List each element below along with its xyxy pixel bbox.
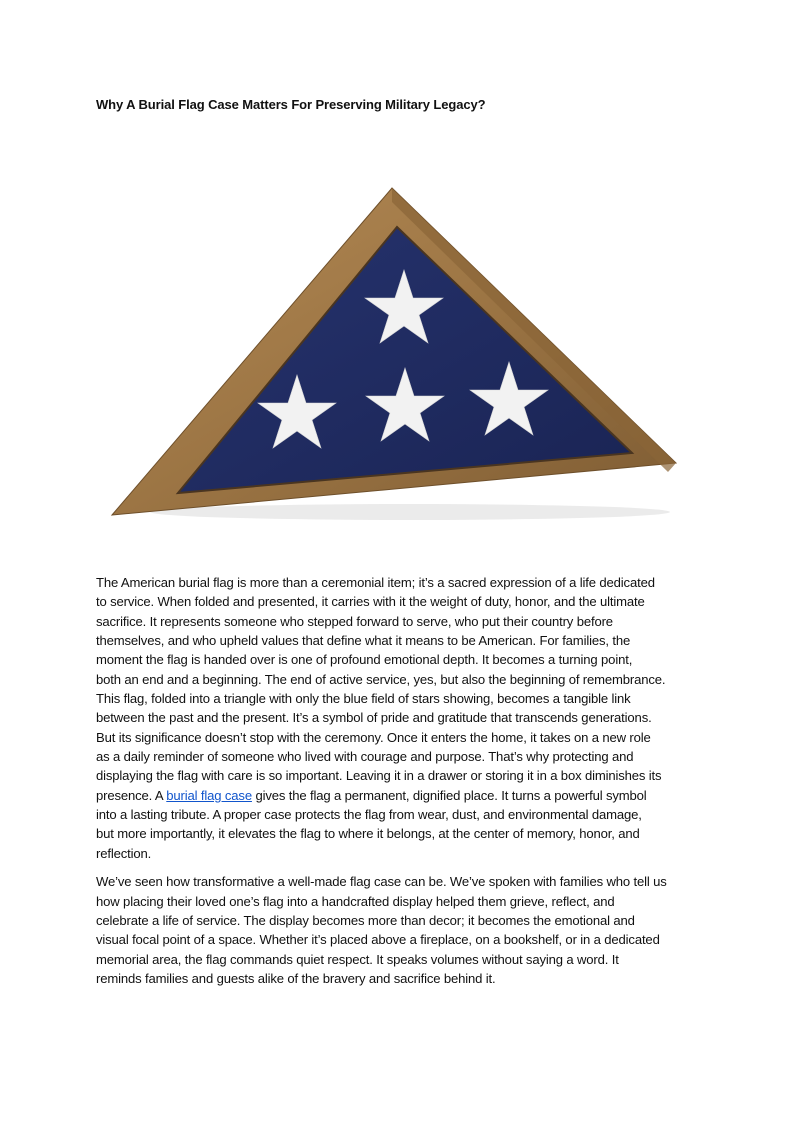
paragraph-line: into a lasting tribute. A proper case protects the flag from wear, dust, and environmental damage, <box>96 807 642 823</box>
document-title: Why A Burial Flag Case Matters For Preserving Military Legacy? <box>96 97 486 112</box>
paragraph-line: The American burial flag is more than a ceremonial item; it’s a sacred expression of a life dedicated <box>96 575 655 590</box>
burial-flag-case-link[interactable]: burial flag case <box>166 787 252 803</box>
paragraph-line: both an end and a beginning. The end of active service, yes, but also the beginning of remembrance. <box>96 671 666 687</box>
paragraph-line: We’ve seen how transformative a well-made flag case can be. We’ve spoken with families who tell us <box>96 874 667 890</box>
paragraph-1 <box>96 573 702 863</box>
link-suffix: gives the flag a permanent, dignified place. It turns a powerful symbol <box>251 787 647 803</box>
paragraph-line: visual focal point of a space. Whether it’s placed above a fireplace, on a bookshelf, or in a dedicated <box>96 932 660 948</box>
paragraph-line: celebrate a life of service. The display becomes more than decor; it becomes the emotional and <box>96 912 635 928</box>
paragraph-line-with-link <box>96 786 702 805</box>
paragraph-line: as a daily reminder of someone who lived with courage and purpose. That’s why protecting and <box>96 749 634 765</box>
paragraph-line: moment the flag is handed over is one of profound emotional depth. It becomes a turning point, <box>96 652 633 668</box>
paragraph-line: to service. When folded and presented, it carries with it the weight of duty, honor, and the ultimate <box>96 594 645 610</box>
paragraph-line: but more importantly, it elevates the flag to where it belongs, at the center of memory, honor, and <box>96 826 640 842</box>
paragraph-line: how placing their loved one’s flag into a handcrafted display helped them grieve, reflect, and <box>96 893 615 909</box>
flag-case-image <box>100 180 690 530</box>
paragraph-line: reminds families and guests alike of the bravery and sacrifice behind it. <box>96 970 496 986</box>
paragraph-line: memorial area, the flag commands quiet respect. It speaks volumes without saying a word. It <box>96 951 619 967</box>
folded-flag-case-icon <box>100 180 690 530</box>
paragraph-line: sacrifice. It represents someone who stepped forward to serve, who put their country before <box>96 613 613 629</box>
paragraph-2 <box>96 872 702 988</box>
paragraph-line: themselves, and who upheld values that define what it means to be American. For families, the <box>96 633 631 649</box>
paragraph-line: displaying the flag with care is so important. Leaving it in a drawer or storing it in a box diminishes its <box>96 768 662 784</box>
article-body <box>96 573 702 997</box>
paragraph-line: But its significance doesn’t stop with the ceremony. Once it enters the home, it takes on a new role <box>96 729 651 745</box>
paragraph-line: This flag, folded into a triangle with only the blue field of stars showing, becomes a tangible link <box>96 691 631 707</box>
paragraph-line: reflection. <box>96 845 152 861</box>
paragraph-line: between the past and the present. It’s a symbol of pride and gratitude that transcends generations. <box>96 710 652 726</box>
link-prefix: presence. A <box>96 787 167 803</box>
